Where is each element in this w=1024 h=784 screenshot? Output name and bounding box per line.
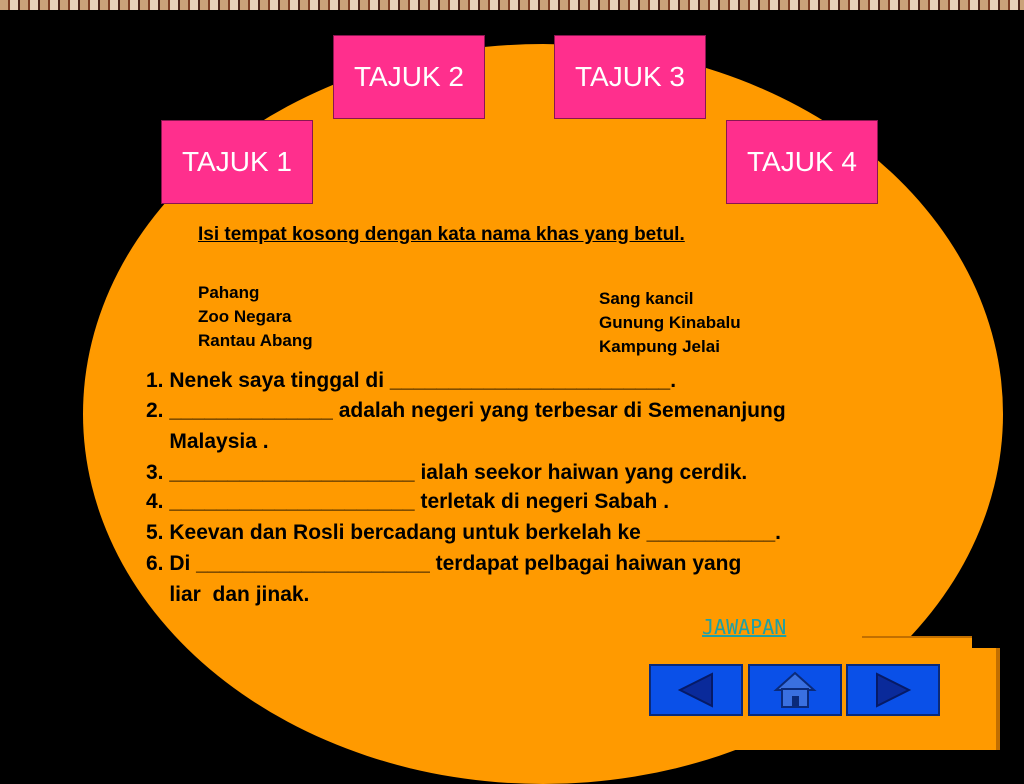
word-item: Gunung Kinabalu [599,313,741,332]
top-decorative-strip [0,0,1024,10]
tab-tajuk-1[interactable]: TAJUK 1 [161,120,313,204]
word-bank-left [198,281,313,353]
word-item: Zoo Negara [198,307,292,326]
next-arrow-icon [873,672,913,708]
question-line: 4. _____________________ terletak di negeri Sabah . [146,490,670,513]
question-line: 2. ______________ adalah negeri yang terbesar di Semenanjung [146,399,786,422]
word-item: Kampung Jelai [599,337,720,356]
question-line: 1. Nenek saya tinggal di ________________________. [146,369,677,392]
tab-tajuk-2[interactable]: TAJUK 2 [333,35,485,119]
home-button[interactable] [748,664,842,716]
tab-tajuk-3[interactable]: TAJUK 3 [554,35,706,119]
question-line: liar dan jinak. [146,583,310,606]
word-bank-right [599,287,741,359]
word-item: Pahang [198,283,260,302]
word-item: Rantau Abang [198,331,313,350]
previous-arrow-icon [676,672,716,708]
question-line: 3. _____________________ ialah seekor haiwan yang cerdik. [146,461,748,484]
question-line: Malaysia . [146,430,269,453]
question-line: 6. Di ____________________ terdapat pelbagai haiwan yang [146,552,742,575]
previous-button[interactable] [649,664,743,716]
instruction-text: Isi tempat kosong dengan kata nama khas yang betul. [198,224,685,245]
question-line: 5. Keevan dan Rosli bercadang untuk berkelah ke ___________. [146,521,781,544]
home-icon [773,670,817,710]
word-item: Sang kancil [599,289,694,308]
tab-tajuk-4[interactable]: TAJUK 4 [726,120,878,204]
jawapan-link[interactable]: JAWAPAN [702,615,787,639]
nav-panel-edge [996,648,1000,750]
next-button[interactable] [846,664,940,716]
